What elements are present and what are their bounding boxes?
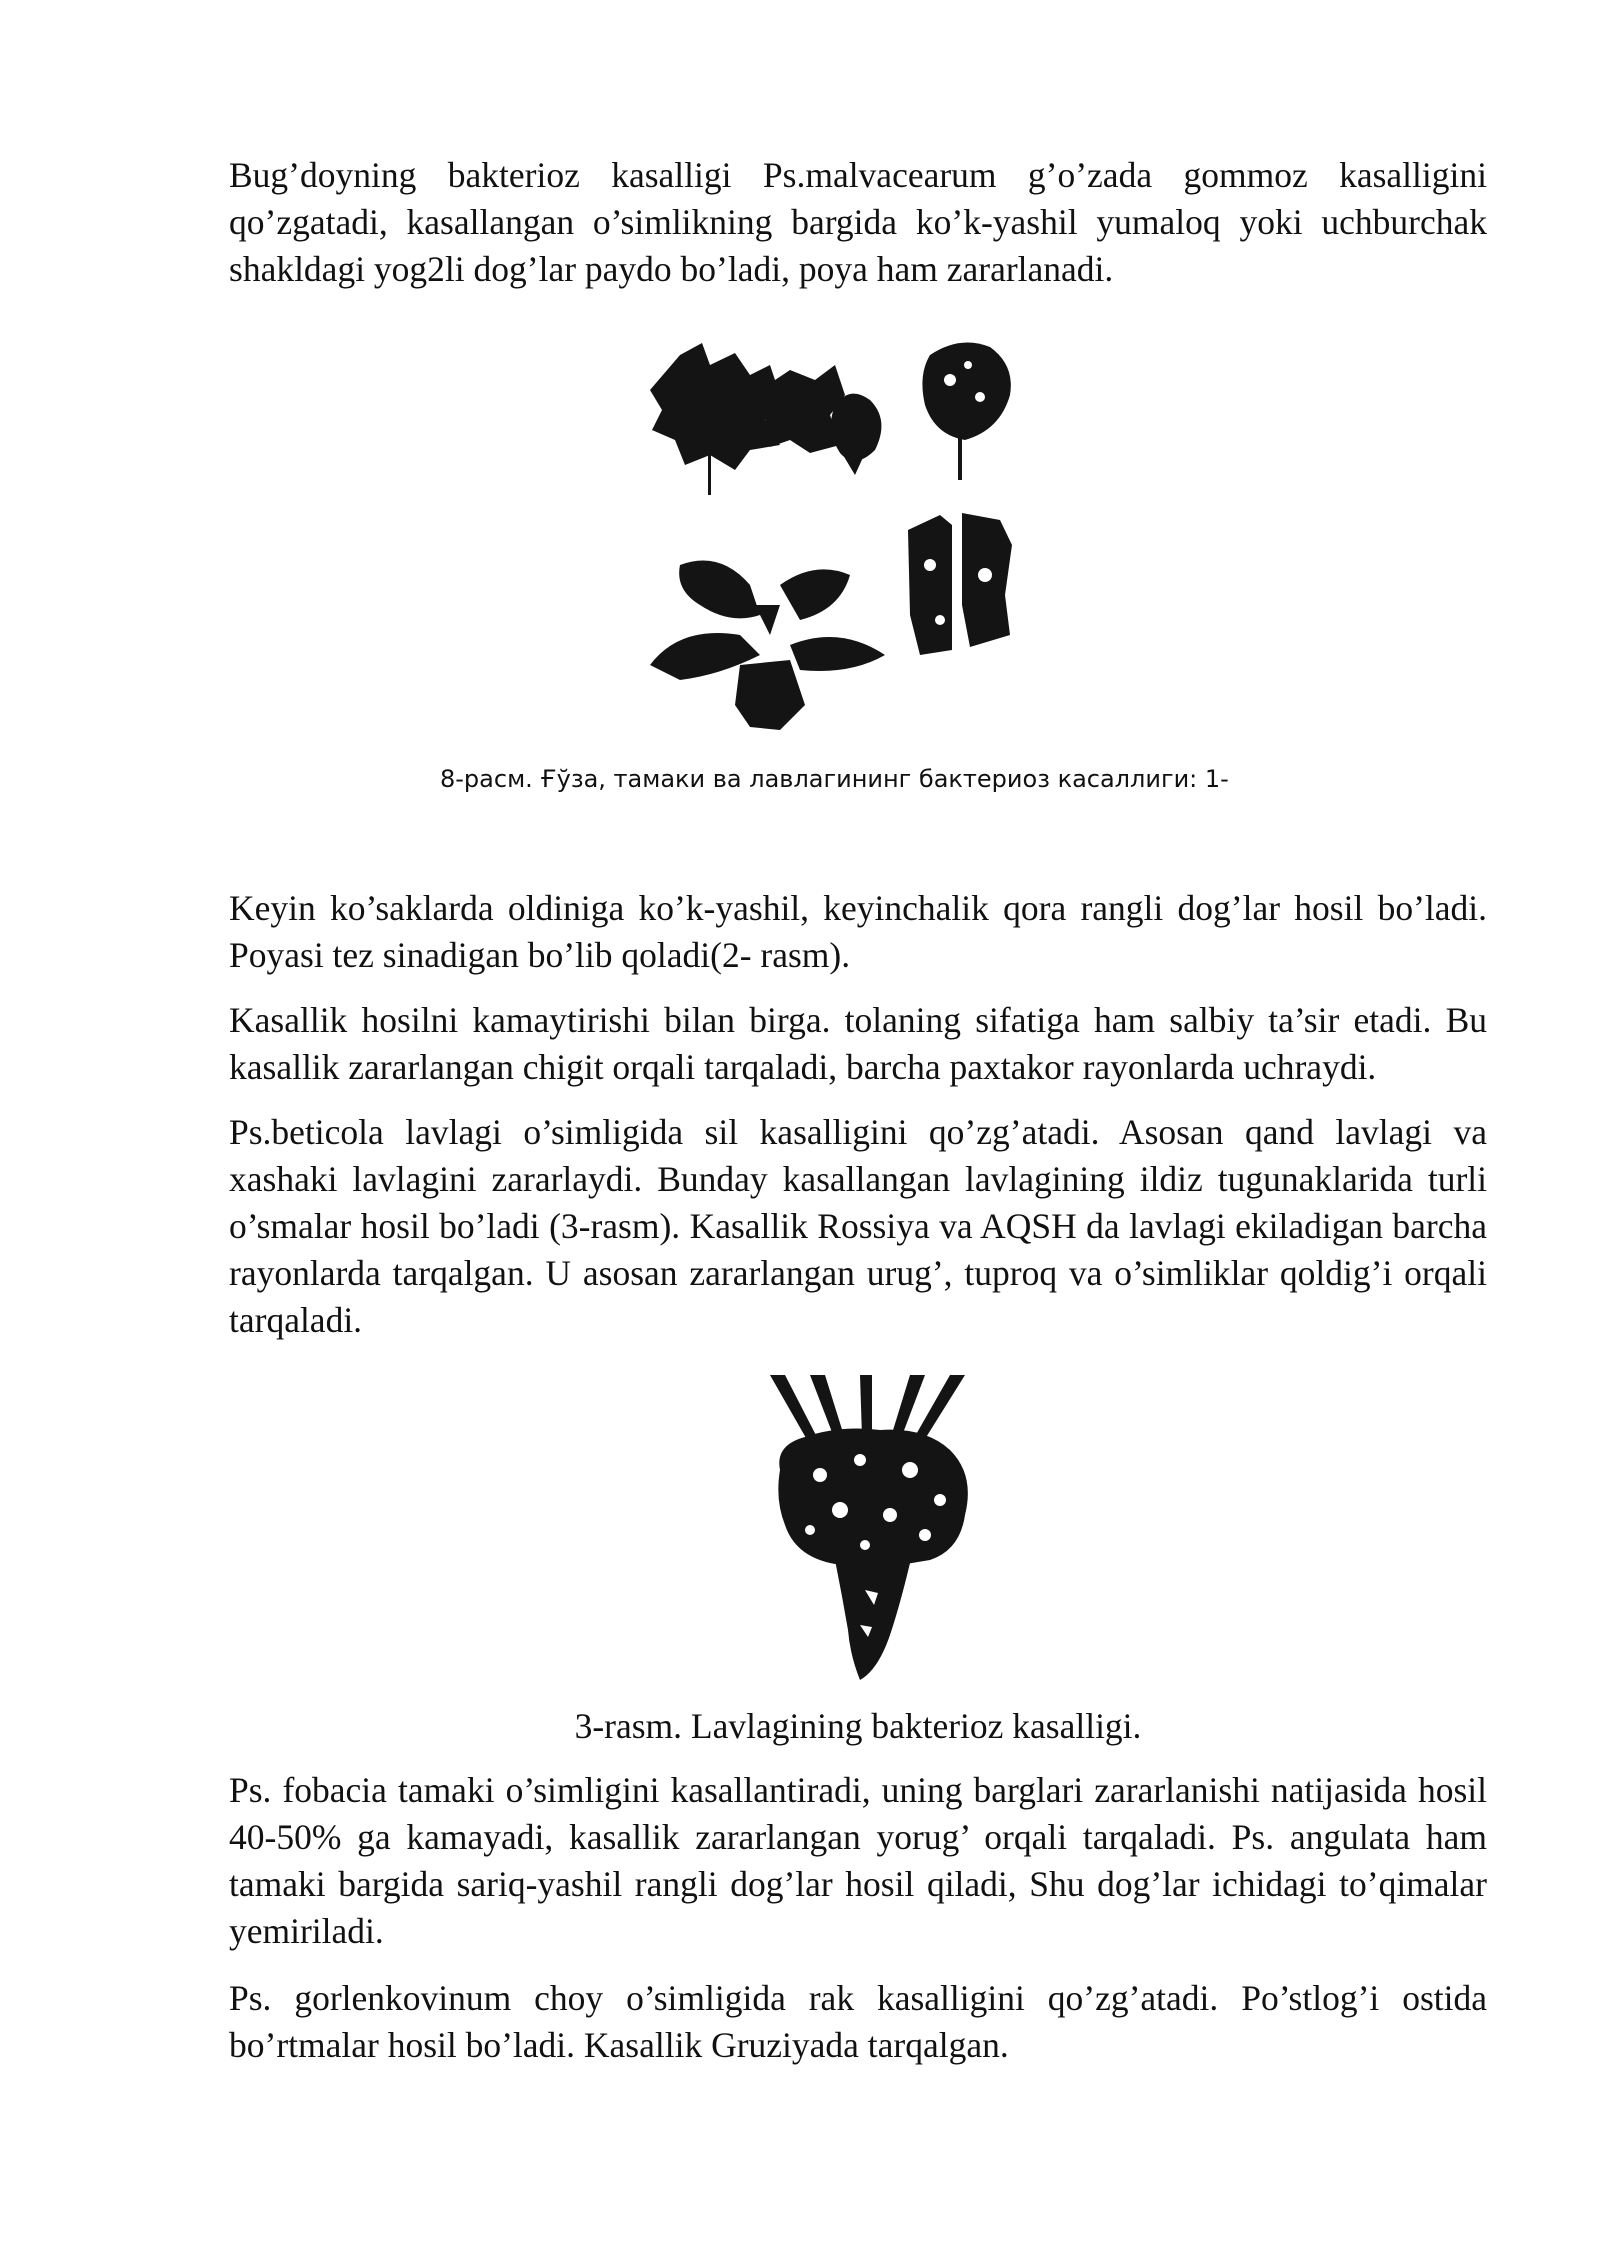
figure-8-caption: 8-расм. Ғўза, тамаки ва лавлагининг бактериоз касаллиги: 1-	[440, 765, 1229, 793]
paragraph-tobacco-disease: Ps. fobacia tamaki o’simligini kasallantiradi, uning barglari zararlanishi natijasida hosil 40-50% ga kamayadi, kasallik zararlangan yorug’ orqali tarqaladi. Ps. angulata ham tamaki bargida sariq-yashil rangli dog’lar hosil qiladi, Shu dog’lar ichidagi to’qimalar yemiriladi.	[229, 1770, 1487, 1951]
split-leaf-drawing	[908, 513, 1012, 655]
figure-3-caption: 3-rasm. Lavlagining bakterioz kasalligi.	[574, 1706, 1142, 1746]
paragraph-yield-loss: Kasallik hosilni kamaytirishi bilan birga. tolaning sifatiga ham salbiy ta’sir etadi. Bu kasallik zararlangan chigit orqali tarqaladi, barcha paxtakor rayonlarda uchraydi.	[229, 1000, 1487, 1087]
figure-8-illustration	[640, 335, 1060, 740]
beet-plant-drawing	[650, 561, 885, 731]
paragraph-cotton-gummosis: Bug’doyning bakterioz kasalligi Ps.malvacearum g’o’zada gommoz kasalligini qo’zgatadi, kasallangan o’simlikning bargida ko’k-yashil yumaloq yoki uchburchak shakldagi yog2li dog’lar paydo bo’ladi, poya ham zararlanadi.	[229, 155, 1487, 289]
figure-3-beet-illustration	[750, 1375, 990, 1685]
paragraph-tea-canker: Ps. gorlenkovinum choy o’simligida rak kasalligini qo’zg’atadi. Po’stlog’i ostida bo’rtmalar hosil bo’ladi. Kasallik Gruziyada tarqalgan.	[229, 1978, 1487, 2065]
cotton-leaves-drawing	[650, 343, 881, 495]
paragraph-bolls-spots: Keyin ko’saklarda oldiniga ko’k-yashil, keyinchalik qora rangli dog’lar hosil bo’ladi. Poyasi tez sinadigan bo’lib qoladi(2- rasm).	[229, 888, 1487, 975]
paragraph-beet-tuberculosis: Ps.beticola lavlagi o’simligida sil kasalligini qo’zg’atadi. Asosan qand lavlagi va xashaki lavlagini zararlaydi. Bunday kasallangan lavlagining ildiz tugunaklarida turli o’smalar hosil bo’ladi (3-rasm). Kasallik Rossiya va AQSH da lavlagi ekiladigan barcha rayonlarda tarqalgan. U asosan zararlangan urug’, tuproq va o’simliklar qoldig’i orqali tarqaladi.	[229, 1112, 1487, 1340]
tobacco-leaf-drawing	[922, 343, 1010, 481]
